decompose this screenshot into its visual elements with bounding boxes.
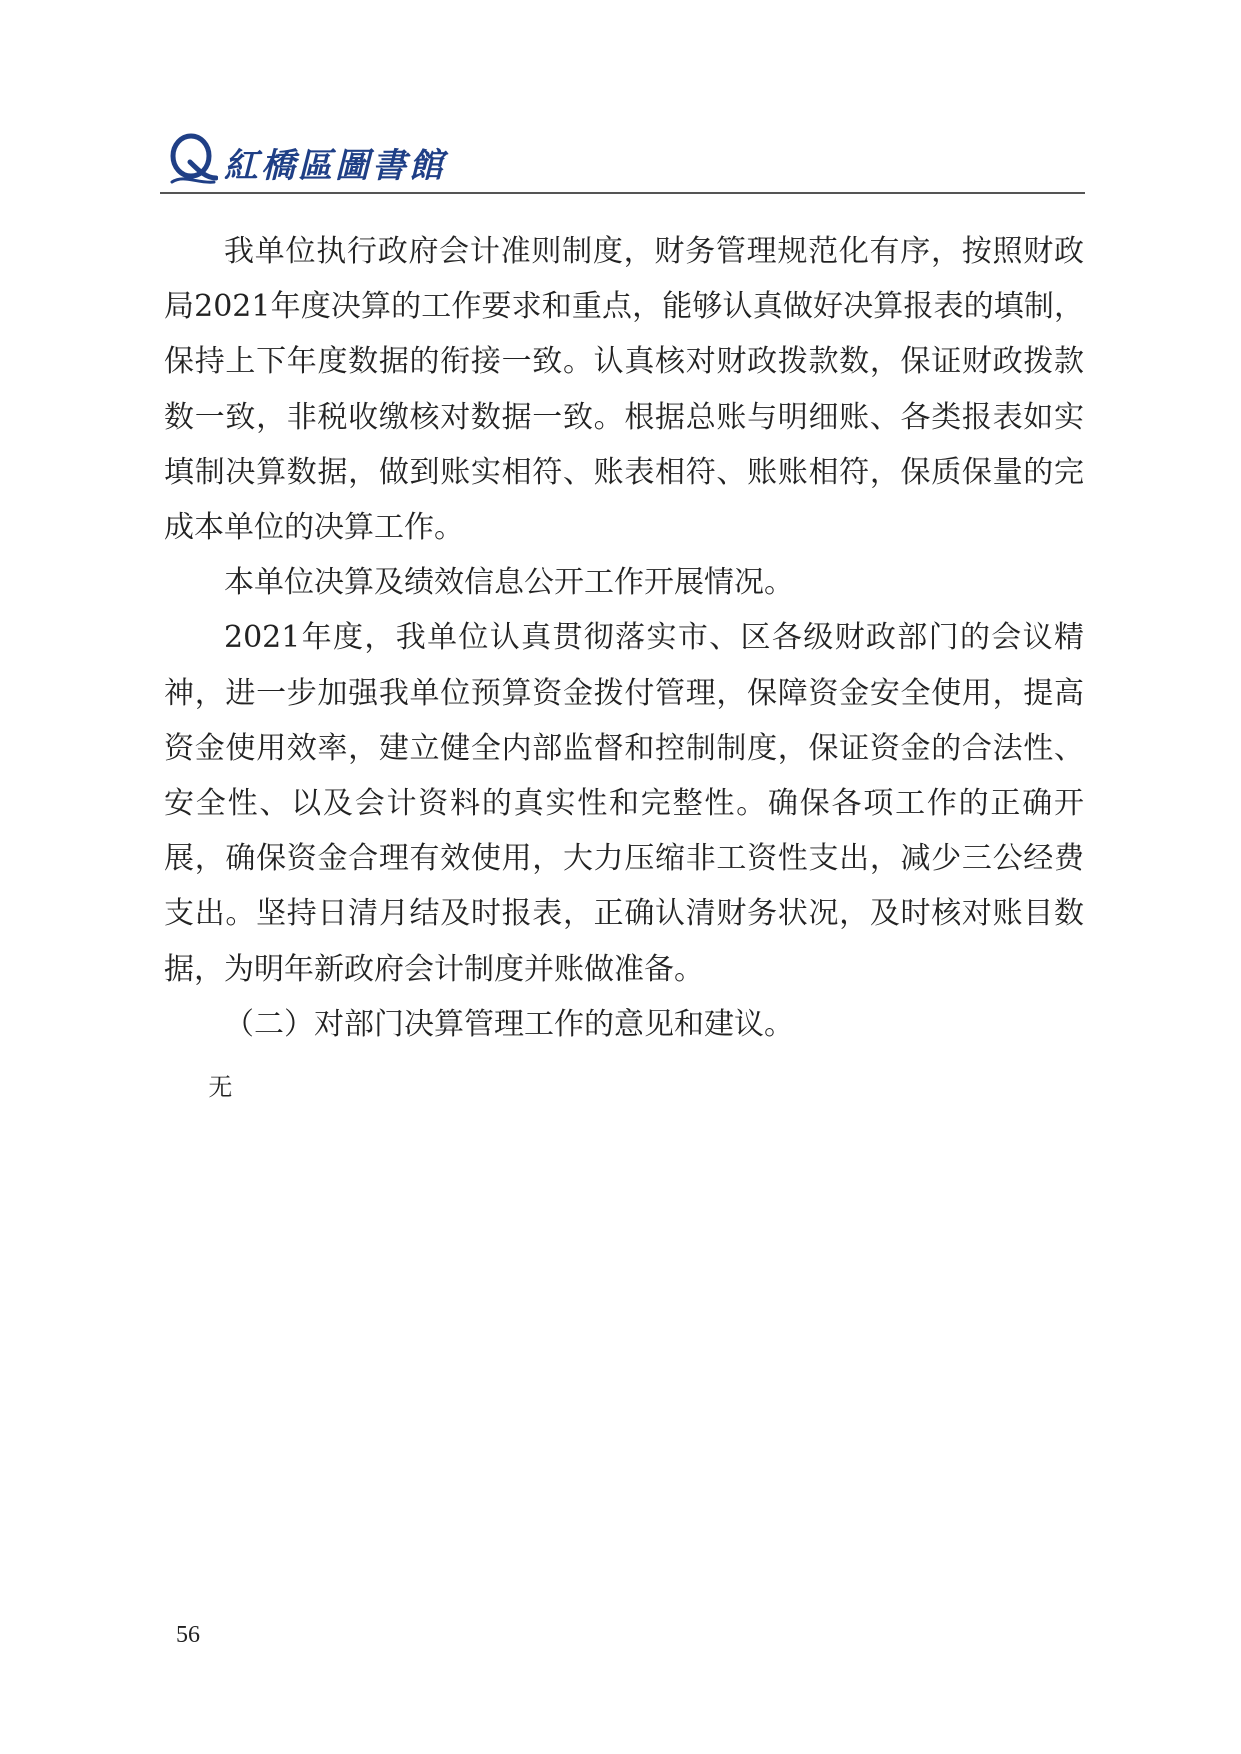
paragraph-2021: 2021年度，我单位认真贯彻落实市、区各级财政部门的会议精神，进一步加强我单位预算资金拨付管理，保障资金安全使用，提高资金使用效率，建立健全内部监督和控制制度，保证资金的合法性、安全性、以及会计资料的真实性和完整性。确保各项工作的正确开展，确保资金合理有效使用，大力压缩非工资性支出，减少三公经费支出。坚持日清月结及时报表，正确认清财务状况，及时核对账目数据，为明年新政府会计制度并账做准备。 [164, 620, 1084, 987]
q-logo-icon [168, 132, 218, 188]
page-header [160, 130, 1085, 192]
document-body [164, 224, 1084, 1122]
paragraph-disclosure: 本单位决算及绩效信息公开工作开展情况。 [224, 565, 794, 601]
section-heading-suggestions: （二）对部门决算管理工作的意见和建议。 [224, 1006, 794, 1042]
header-divider [160, 192, 1085, 194]
paragraph-none: 无 [208, 1073, 233, 1102]
library-logo-text: 紅橋區圖書館 [224, 146, 446, 186]
paragraph-final-accounts: 我单位执行政府会计准则制度，财务管理规范化有序，按照财政局2021年度决算的工作要求和重点，能够认真做好决算报表的填制，保持上下年度数据的衔接一致。认真核对财政拨款数，保证财政拨款数一致，非税收缴核对数据一致。根据总账与明细账、各类报表如实填制决算数据，做到账实相符、账表相符、账账相符，保质保量的完成本单位的决算工作。 [164, 234, 1084, 546]
page-number: 56 [176, 1622, 200, 1648]
